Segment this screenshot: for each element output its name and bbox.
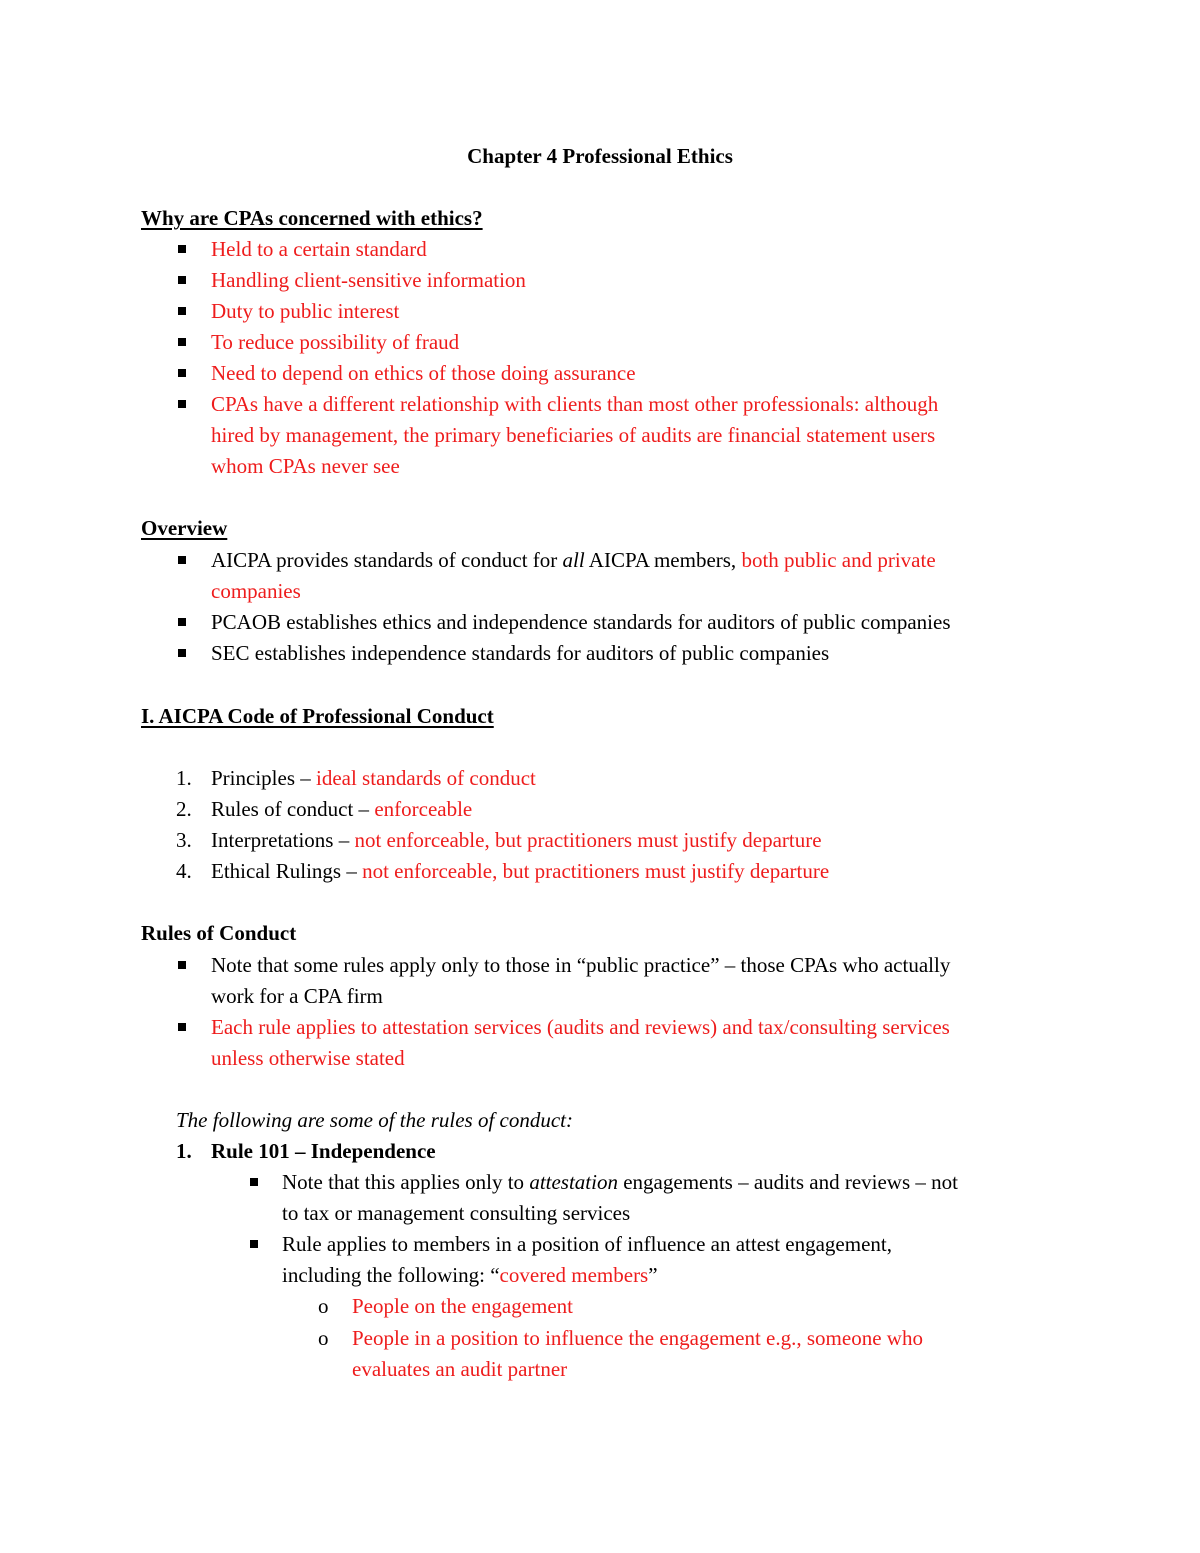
- text-run: including the following: “: [282, 1263, 500, 1287]
- list-number: 4.: [176, 859, 192, 883]
- square-bullet-icon: [178, 961, 186, 969]
- section-heading-rules: Rules of Conduct: [141, 921, 297, 945]
- red-text: ideal standards of conduct: [316, 766, 536, 790]
- list-item: [211, 763, 536, 794]
- red-text: both public and private: [741, 548, 936, 572]
- text-run: engagements – audits and reviews – not: [617, 1170, 958, 1194]
- list-item-line: CPAs have a different relationship with clients than most other professionals: although: [211, 392, 939, 416]
- list-item: Held to a certain standard: [211, 237, 427, 261]
- text-run: AICPA provides standards of conduct for: [211, 548, 563, 572]
- intro-text: The following are some of the rules of conduct:: [176, 1108, 574, 1132]
- list-item-line: unless otherwise stated: [211, 1046, 405, 1070]
- square-bullet-icon: [178, 307, 186, 315]
- square-bullet-icon: [178, 276, 186, 284]
- square-bullet-icon: [178, 245, 186, 253]
- list-item-line: companies: [211, 579, 301, 603]
- square-bullet-icon: [178, 1023, 186, 1031]
- list-item: People on the engagement: [352, 1294, 574, 1318]
- section-heading-code: I. AICPA Code of Professional Conduct: [141, 704, 494, 728]
- list-number: 1.: [176, 766, 192, 790]
- list-item: PCAOB establishes ethics and independence standards for auditors of public companies: [211, 610, 951, 634]
- list-item-line: [282, 1167, 958, 1198]
- italic-text: all: [562, 548, 585, 572]
- square-bullet-icon: [250, 1178, 258, 1186]
- list-item: Handling client-sensitive information: [211, 268, 526, 292]
- red-text: enforceable: [374, 797, 473, 821]
- list-number: 1.: [176, 1139, 192, 1163]
- list-item-line: Rule applies to members in a position of influence an attest engagement,: [282, 1232, 892, 1256]
- square-bullet-icon: [178, 400, 186, 408]
- list-item-line: to tax or management consulting services: [282, 1201, 631, 1225]
- square-bullet-icon: [178, 369, 186, 377]
- red-text: not enforceable, but practitioners must justify departure: [362, 859, 830, 883]
- list-item-line: hired by management, the primary beneficiaries of audits are financial statement users: [211, 423, 936, 447]
- square-bullet-icon: [178, 649, 186, 657]
- list-item: Duty to public interest: [211, 299, 400, 323]
- circle-bullet-icon: o: [318, 1326, 329, 1350]
- text-run: Principles –: [211, 766, 316, 790]
- text-run: ”: [648, 1263, 658, 1287]
- red-text: not enforceable, but practitioners must justify departure: [354, 828, 822, 852]
- square-bullet-icon: [178, 556, 186, 564]
- section-heading-overview: Overview: [141, 516, 228, 540]
- text-run: AICPA members,: [584, 548, 742, 572]
- list-item-line: [282, 1260, 658, 1291]
- list-item: [211, 825, 822, 856]
- list-item-line: work for a CPA firm: [211, 984, 383, 1008]
- list-item-line: [211, 545, 936, 576]
- square-bullet-icon: [178, 338, 186, 346]
- rule-title: Rule 101 – Independence: [211, 1139, 436, 1163]
- text-run: Rules of conduct –: [211, 797, 375, 821]
- list-item: To reduce possibility of fraud: [211, 330, 460, 354]
- list-item-line: evaluates an audit partner: [352, 1357, 568, 1381]
- list-number: 2.: [176, 797, 192, 821]
- list-item-line: Each rule applies to attestation services (audits and reviews) and tax/consulting services: [211, 1015, 950, 1039]
- square-bullet-icon: [250, 1240, 258, 1248]
- list-number: 3.: [176, 828, 192, 852]
- list-item: SEC establishes independence standards for auditors of public companies: [211, 641, 830, 665]
- list-item-line: whom CPAs never see: [211, 454, 400, 478]
- page-title: Chapter 4 Professional Ethics: [467, 144, 733, 168]
- text-run: Ethical Rulings –: [211, 859, 363, 883]
- square-bullet-icon: [178, 618, 186, 626]
- red-text: covered members: [499, 1263, 649, 1287]
- text-run: Note that this applies only to: [282, 1170, 530, 1194]
- list-item: [211, 856, 829, 887]
- list-item-line: People in a position to influence the engagement e.g., someone who: [352, 1326, 923, 1350]
- section-heading-why: Why are CPAs concerned with ethics?: [141, 206, 483, 230]
- text-run: Interpretations –: [211, 828, 355, 852]
- list-item: [211, 794, 472, 825]
- italic-text: attestation: [529, 1170, 618, 1194]
- circle-bullet-icon: o: [318, 1294, 329, 1318]
- list-item-line: Note that some rules apply only to those in “public practice” – those CPAs who actually: [211, 953, 951, 977]
- list-item: Need to depend on ethics of those doing assurance: [211, 361, 636, 385]
